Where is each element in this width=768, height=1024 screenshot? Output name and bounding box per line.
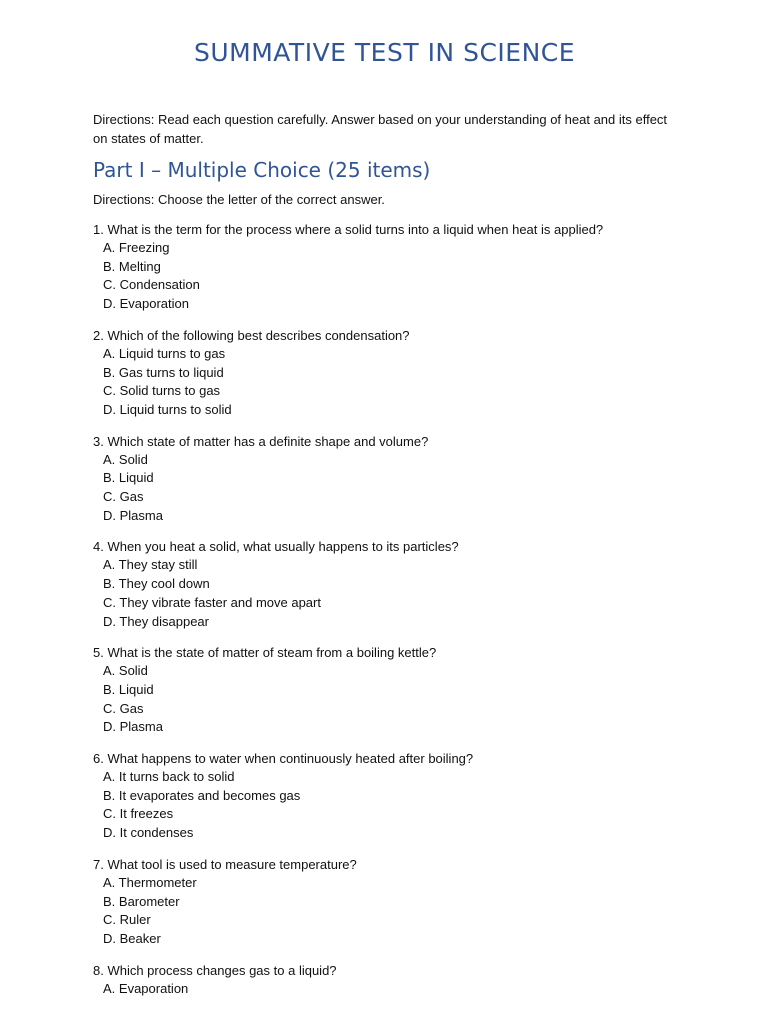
answer-option: C. Solid turns to gas (103, 383, 221, 399)
part-heading: Part I – Multiple Choice (25 items) (93, 158, 431, 182)
answer-options (93, 768, 676, 843)
question-text: 8. Which process changes gas to a liquid? (93, 962, 337, 978)
answer-option: B. Liquid (103, 681, 154, 697)
answer-options (93, 980, 676, 999)
question-item (93, 432, 676, 526)
answer-option: C. Ruler (103, 912, 151, 928)
question-list (93, 220, 676, 998)
answer-option: C. They vibrate faster and move apart (103, 594, 321, 610)
answer-option: B. Barometer (103, 893, 180, 909)
answer-option: C. It freezes (103, 806, 174, 822)
answer-option: B. It evaporates and becomes gas (103, 787, 301, 803)
answer-options (93, 662, 676, 737)
question-text: 3. Which state of matter has a definite shape and volume? (93, 433, 429, 449)
question-item (93, 749, 676, 843)
answer-option: A. Solid (103, 451, 148, 467)
answer-option: A. Evaporation (103, 980, 189, 996)
answer-option: A. Freezing (103, 240, 170, 255)
question-item (93, 326, 676, 420)
question-item (93, 643, 676, 737)
question-text: 5. What is the state of matter of steam from a boiling kettle? (93, 645, 437, 661)
answer-option: A. It turns back to solid (103, 769, 235, 785)
answer-option: D. Liquid turns to solid (103, 401, 232, 417)
answer-option: C. Condensation (103, 277, 200, 293)
answer-option: C. Gas (103, 700, 144, 716)
question-text: 7. What tool is used to measure temperature? (93, 856, 357, 872)
answer-options (93, 556, 676, 631)
question-item (93, 961, 676, 999)
answer-option: B. Gas turns to liquid (103, 364, 224, 380)
answer-option: D. Beaker (103, 930, 161, 946)
question-item (93, 537, 676, 631)
answer-option: D. Plasma (103, 507, 163, 523)
answer-option: A. Solid (103, 663, 148, 679)
answer-options (93, 345, 676, 420)
part-directions: Directions: Choose the letter of the correct answer. (93, 192, 385, 207)
answer-option: D. Plasma (103, 719, 163, 735)
answer-option: B. Melting (103, 258, 161, 274)
question-text: 6. What happens to water when continuously heated after boiling? (93, 751, 474, 767)
question-text: 2. Which of the following best describes condensation? (93, 327, 410, 343)
question-text: 4. When you heat a solid, what usually happens to its particles? (93, 539, 459, 555)
question-item (93, 855, 676, 949)
answer-option: A. Liquid turns to gas (103, 345, 226, 361)
answer-option: D. Evaporation (103, 296, 189, 312)
answer-options (93, 874, 676, 949)
answer-option: D. It condenses (103, 825, 194, 841)
general-directions: Directions: Read each question carefully. Answer based on your understanding of heat and its effect on states of matter. (93, 112, 668, 146)
answer-option: D. They disappear (103, 613, 209, 629)
question-item (93, 220, 676, 314)
answer-option: C. Gas (103, 489, 144, 505)
answer-option: A. Thermometer (103, 874, 197, 890)
answer-option: B. They cool down (103, 576, 210, 592)
answer-options (93, 451, 676, 526)
answer-option: A. They stay still (103, 557, 198, 573)
question-text: 1. What is the term for the process where a solid turns into a liquid when heat is applied? (93, 222, 604, 237)
answer-option: B. Liquid (103, 470, 154, 486)
answer-options (93, 239, 676, 314)
document-title: SUMMATIVE TEST IN SCIENCE (193, 38, 576, 67)
